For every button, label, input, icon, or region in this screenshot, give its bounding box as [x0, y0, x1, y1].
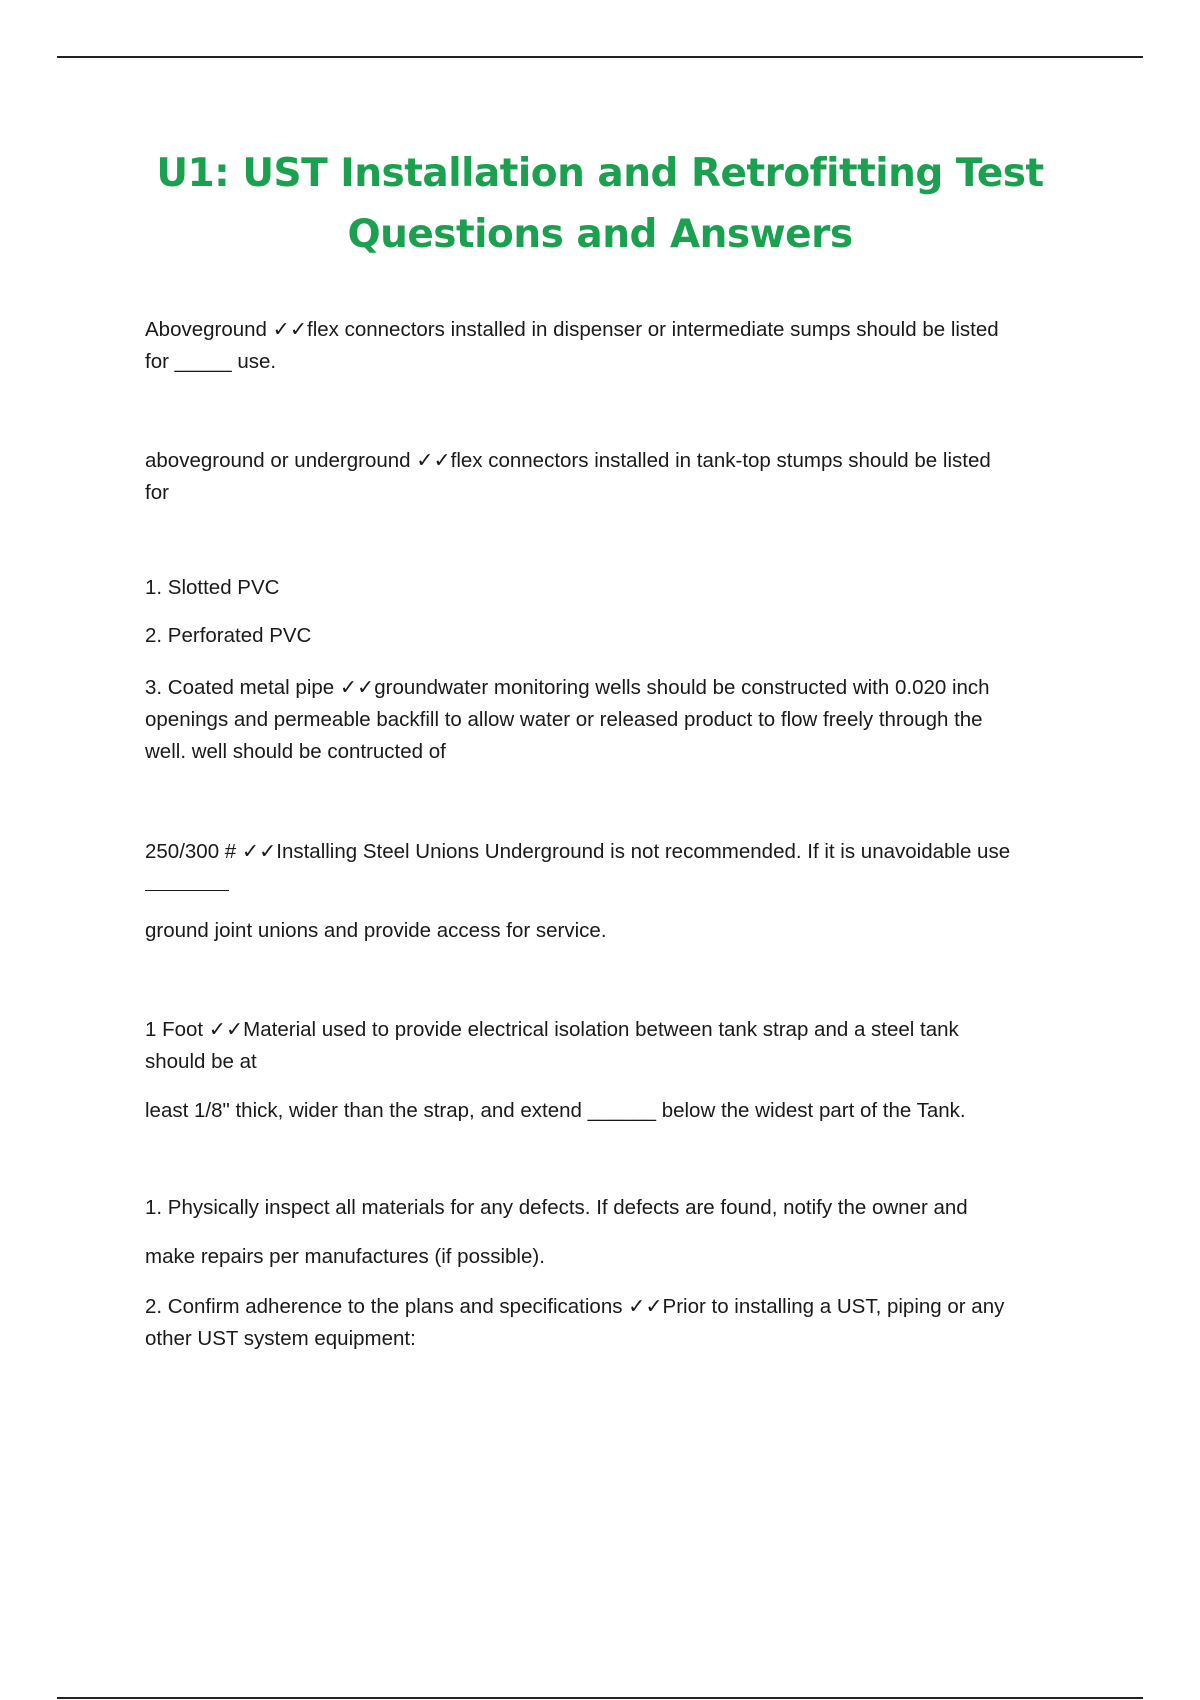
text-line: openings and permeable backfill to allow water or released product to flow freely through the [145, 708, 983, 731]
text-line: 250/300 # ✓✓Installing Steel Unions Underground is not recommended. If it is unavoidable use [145, 840, 1011, 863]
text-line: 1. Physically inspect all materials for any defects. If defects are found, notify the owner and [145, 1196, 968, 1219]
text-line: 3. Coated metal pipe ✓✓groundwater monitoring wells should be constructed with 0.020 inch [145, 676, 990, 699]
paragraph-make-repairs [145, 1241, 1085, 1273]
list-item-perforated-pvc [145, 620, 1085, 652]
title-line-2: Questions and Answers [347, 212, 853, 257]
text-line: 1 Foot ✓✓Material used to provide electrical isolation between tank strap and a steel tank [145, 1018, 959, 1041]
text-line: for [145, 481, 169, 504]
paragraph-electrical-isolation [145, 1014, 1085, 1078]
text-line: other UST system equipment: [145, 1327, 416, 1350]
text-line: should be at [145, 1050, 257, 1073]
text-line: make repairs per manufactures (if possible). [145, 1245, 545, 1268]
title-line-1: U1: UST Installation and Retrofitting Test [156, 151, 1044, 196]
list-item-inspect-materials [145, 1192, 1085, 1224]
list-item-slotted-pvc [145, 572, 1085, 604]
paragraph-strap-thickness [145, 1095, 1085, 1127]
answer-blank-line [145, 890, 229, 891]
paragraph-aboveground-question [145, 314, 1085, 378]
page-title [100, 143, 1100, 265]
text-line: for _____ use. [145, 350, 277, 373]
top-rule [57, 56, 1143, 58]
list-item-confirm-plans [145, 1291, 1085, 1355]
text-line: 2. Perforated PVC [145, 624, 312, 647]
text-line: 2. Confirm adherence to the plans and specifications ✓✓Prior to installing a UST, piping or any [145, 1295, 1005, 1318]
text-line: Aboveground ✓✓flex connectors installed in dispenser or intermediate sumps should be listed [145, 318, 999, 341]
paragraph-monitoring-wells [145, 672, 1085, 768]
bottom-rule [57, 1697, 1143, 1699]
paragraph-ground-joint-unions [145, 915, 1085, 947]
paragraph-tank-top-question [145, 445, 1085, 509]
text-line: well. well should be contructed of [145, 740, 446, 763]
paragraph-steel-unions [145, 836, 1085, 868]
text-line: least 1/8" thick, wider than the strap, and extend ______ below the widest part of the Tank. [145, 1099, 966, 1122]
text-line: ground joint unions and provide access for service. [145, 919, 607, 942]
text-line: 1. Slotted PVC [145, 576, 280, 599]
text-line: aboveground or underground ✓✓flex connectors installed in tank-top stumps should be listed [145, 449, 991, 472]
